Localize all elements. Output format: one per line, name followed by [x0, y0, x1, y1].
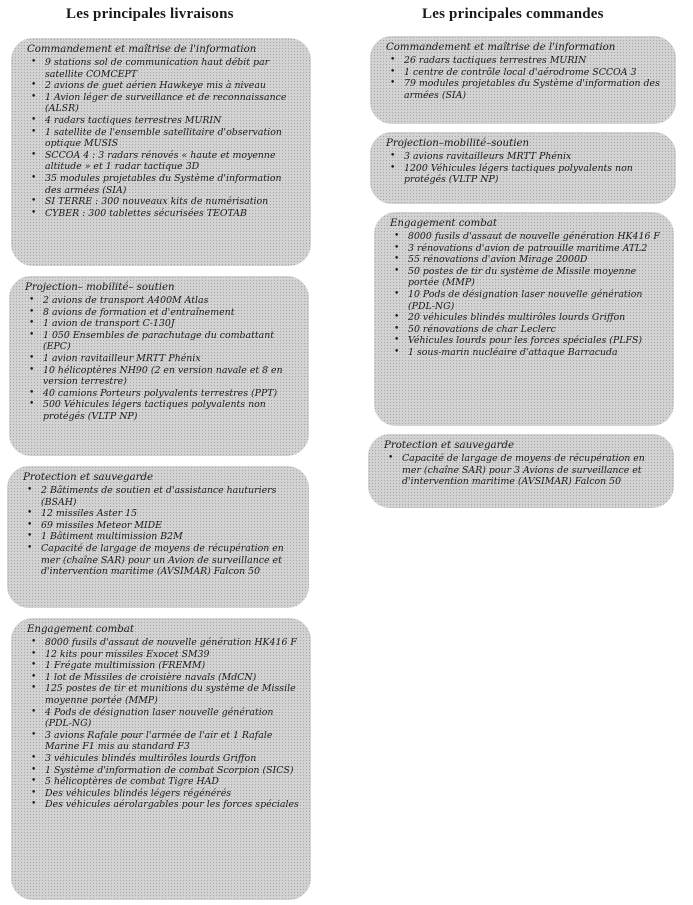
deliveries-column-title: Les principales livraisons [66, 6, 234, 22]
list-item: • 40 camions Porteurs polyvalents terrestres (PPT) [43, 388, 297, 400]
list-item: • 10 Pods de désignation laser nouvelle génération (PDL-NG) [408, 289, 662, 312]
list-item: • 3 véhicules blindés multirôles lourds Griffon [45, 753, 299, 765]
orders-column-title: Les principales commandes [422, 6, 604, 22]
list-item: • 55 rénovations d'avion Mirage 2000D [408, 254, 662, 266]
list-item: • 20 véhicules blindés multirôles lourds Griffon [408, 312, 662, 324]
deliveries-command-box [11, 38, 311, 266]
list-item: • 9 stations sol de communication haut débit par satellite COMCEPT [45, 57, 299, 80]
list-item: • Capacité de largage de moyens de récupération en mer (chaîne SAR) pour 3 Avions de surveillance et d'intervention maritime (AVSIMAR) Falcon 50 [402, 453, 662, 488]
list-item: • 12 kits pour missiles Exocet SM39 [45, 649, 299, 661]
list-item: • 1 050 Ensembles de parachutage du combattant (EPC) [43, 330, 297, 353]
list-item: • Véhicules lourds pour les forces spéciales (PLFS) [408, 335, 662, 347]
list-item: • 35 modules projetables du Système d'information des armées (SIA) [45, 173, 299, 196]
list-item: • 1 lot de Missiles de croisière navals (MdCN) [45, 672, 299, 684]
list-item: • Des véhicules blindés légers régénérés [45, 788, 299, 800]
list-item: • 1 Frégate multimission (FREMM) [45, 660, 299, 672]
list-item: • 1 centre de contrôle local d'aérodrome SCCOA 3 [404, 67, 664, 79]
list-item: • 4 radars tactiques terrestres MURIN [45, 115, 299, 127]
list-item: • Des véhicules aérolargables pour les forces spéciales [45, 799, 299, 811]
list-item: • 8000 fusils d'assaut de nouvelle génération HK416 F [45, 637, 299, 649]
deliveries-projection-box [9, 276, 309, 456]
item-list [27, 57, 299, 219]
list-item: • 1200 Véhicules légers tactiques polyvalents non protégés (VLTP NP) [404, 163, 664, 186]
list-item: • 1 satellite de l'ensemble satellitaire d'observation optique MUSIS [45, 127, 299, 150]
list-item: • SCCOA 4 : 3 radars rénovés « haute et moyenne altitude » et 1 radar tactique 3D [45, 150, 299, 173]
list-item: • 10 hélicoptères NH90 (2 en version navale et 8 en version terrestre) [43, 365, 297, 388]
list-item: • 8000 fusils d'assaut de nouvelle génération HK416 F [408, 231, 662, 243]
box-title: Protection et sauvegarde [23, 472, 153, 483]
list-item: • 3 avions Rafale pour l'armée de l'air et 1 Rafale Marine F1 mis au standard F3 [45, 730, 299, 753]
item-list [386, 151, 664, 186]
list-item: • 26 radars tactiques terrestres MURIN [404, 55, 664, 67]
list-item: • CYBER : 300 tablettes sécurisées TEOTAB [45, 208, 299, 220]
orders-command-box [370, 36, 676, 124]
box-title: Protection et sauvegarde [384, 440, 514, 451]
box-title: Projection– mobilité– soutien [25, 282, 175, 293]
list-item: • SI TERRE : 300 nouveaux kits de numérisation [45, 196, 299, 208]
orders-projection-box [370, 132, 676, 204]
list-item: • 1 Avion léger de surveillance et de reconnaissance (ALSR) [45, 92, 299, 115]
list-item: • 50 rénovations de char Leclerc [408, 324, 662, 336]
list-item: • 1 avion ravitailleur MRTT Phénix [43, 353, 297, 365]
list-item: • 79 modules projetables du Système d'information des armées (SIA) [404, 78, 664, 101]
item-list [25, 295, 297, 423]
item-list [384, 453, 662, 488]
deliveries-protection-box [7, 466, 309, 608]
list-item: • 2 Bâtiments de soutien et d'assistance hauturiers (BSAH) [41, 485, 297, 508]
list-item: • 50 postes de tir du système de Missile moyenne portée (MMP) [408, 266, 662, 289]
list-item: • 1 avion de transport C-130J [43, 318, 297, 330]
box-title: Engagement combat [390, 218, 497, 229]
list-item: • 8 avions de formation et d'entraînement [43, 307, 297, 319]
item-list [386, 55, 664, 101]
box-title: Commandement et maîtrise de l'information [386, 42, 616, 53]
list-item: • 2 avions de transport A400M Atlas [43, 295, 297, 307]
box-title: Commandement et maîtrise de l'information [27, 44, 257, 55]
list-item: • 125 postes de tir et munitions du système de Missile moyenne portée (MMP) [45, 683, 299, 706]
list-item: • 69 missiles Meteor MIDE [41, 520, 297, 532]
list-item: • 1 Bâtiment multimission B2M [41, 531, 297, 543]
list-item: • 3 avions ravitailleurs MRTT Phénix [404, 151, 664, 163]
list-item: • 12 missiles Aster 15 [41, 508, 297, 520]
item-list [23, 485, 297, 578]
list-item: • 3 rénovations d'avion de patrouille maritime ATL2 [408, 243, 662, 255]
list-item: • 2 avions de guet aérien Hawkeye mis à niveau [45, 80, 299, 92]
list-item: • Capacité de largage de moyens de récupération en mer (chaîne SAR) pour un Avion de surveillance et d'intervention maritime (AVSIMAR) Falcon 50 [41, 543, 297, 578]
box-title: Engagement combat [27, 624, 134, 635]
list-item: • 1 sous-marin nucléaire d'attaque Barracuda [408, 347, 662, 359]
list-item: • 500 Véhicules légers tactiques polyvalents non protégés (VLTP NP) [43, 399, 297, 422]
item-list [27, 637, 299, 811]
deliveries-engagement-box [11, 618, 311, 900]
list-item: • 4 Pods de désignation laser nouvelle génération (PDL-NG) [45, 707, 299, 730]
list-item: • 5 hélicoptères de combat Tigre HAD [45, 776, 299, 788]
box-title: Projection–mobilité–soutien [386, 138, 530, 149]
item-list [390, 231, 662, 359]
list-item: • 1 Système d'information de combat Scorpion (SICS) [45, 765, 299, 777]
orders-engagement-box [374, 212, 674, 426]
orders-protection-box [368, 434, 674, 508]
